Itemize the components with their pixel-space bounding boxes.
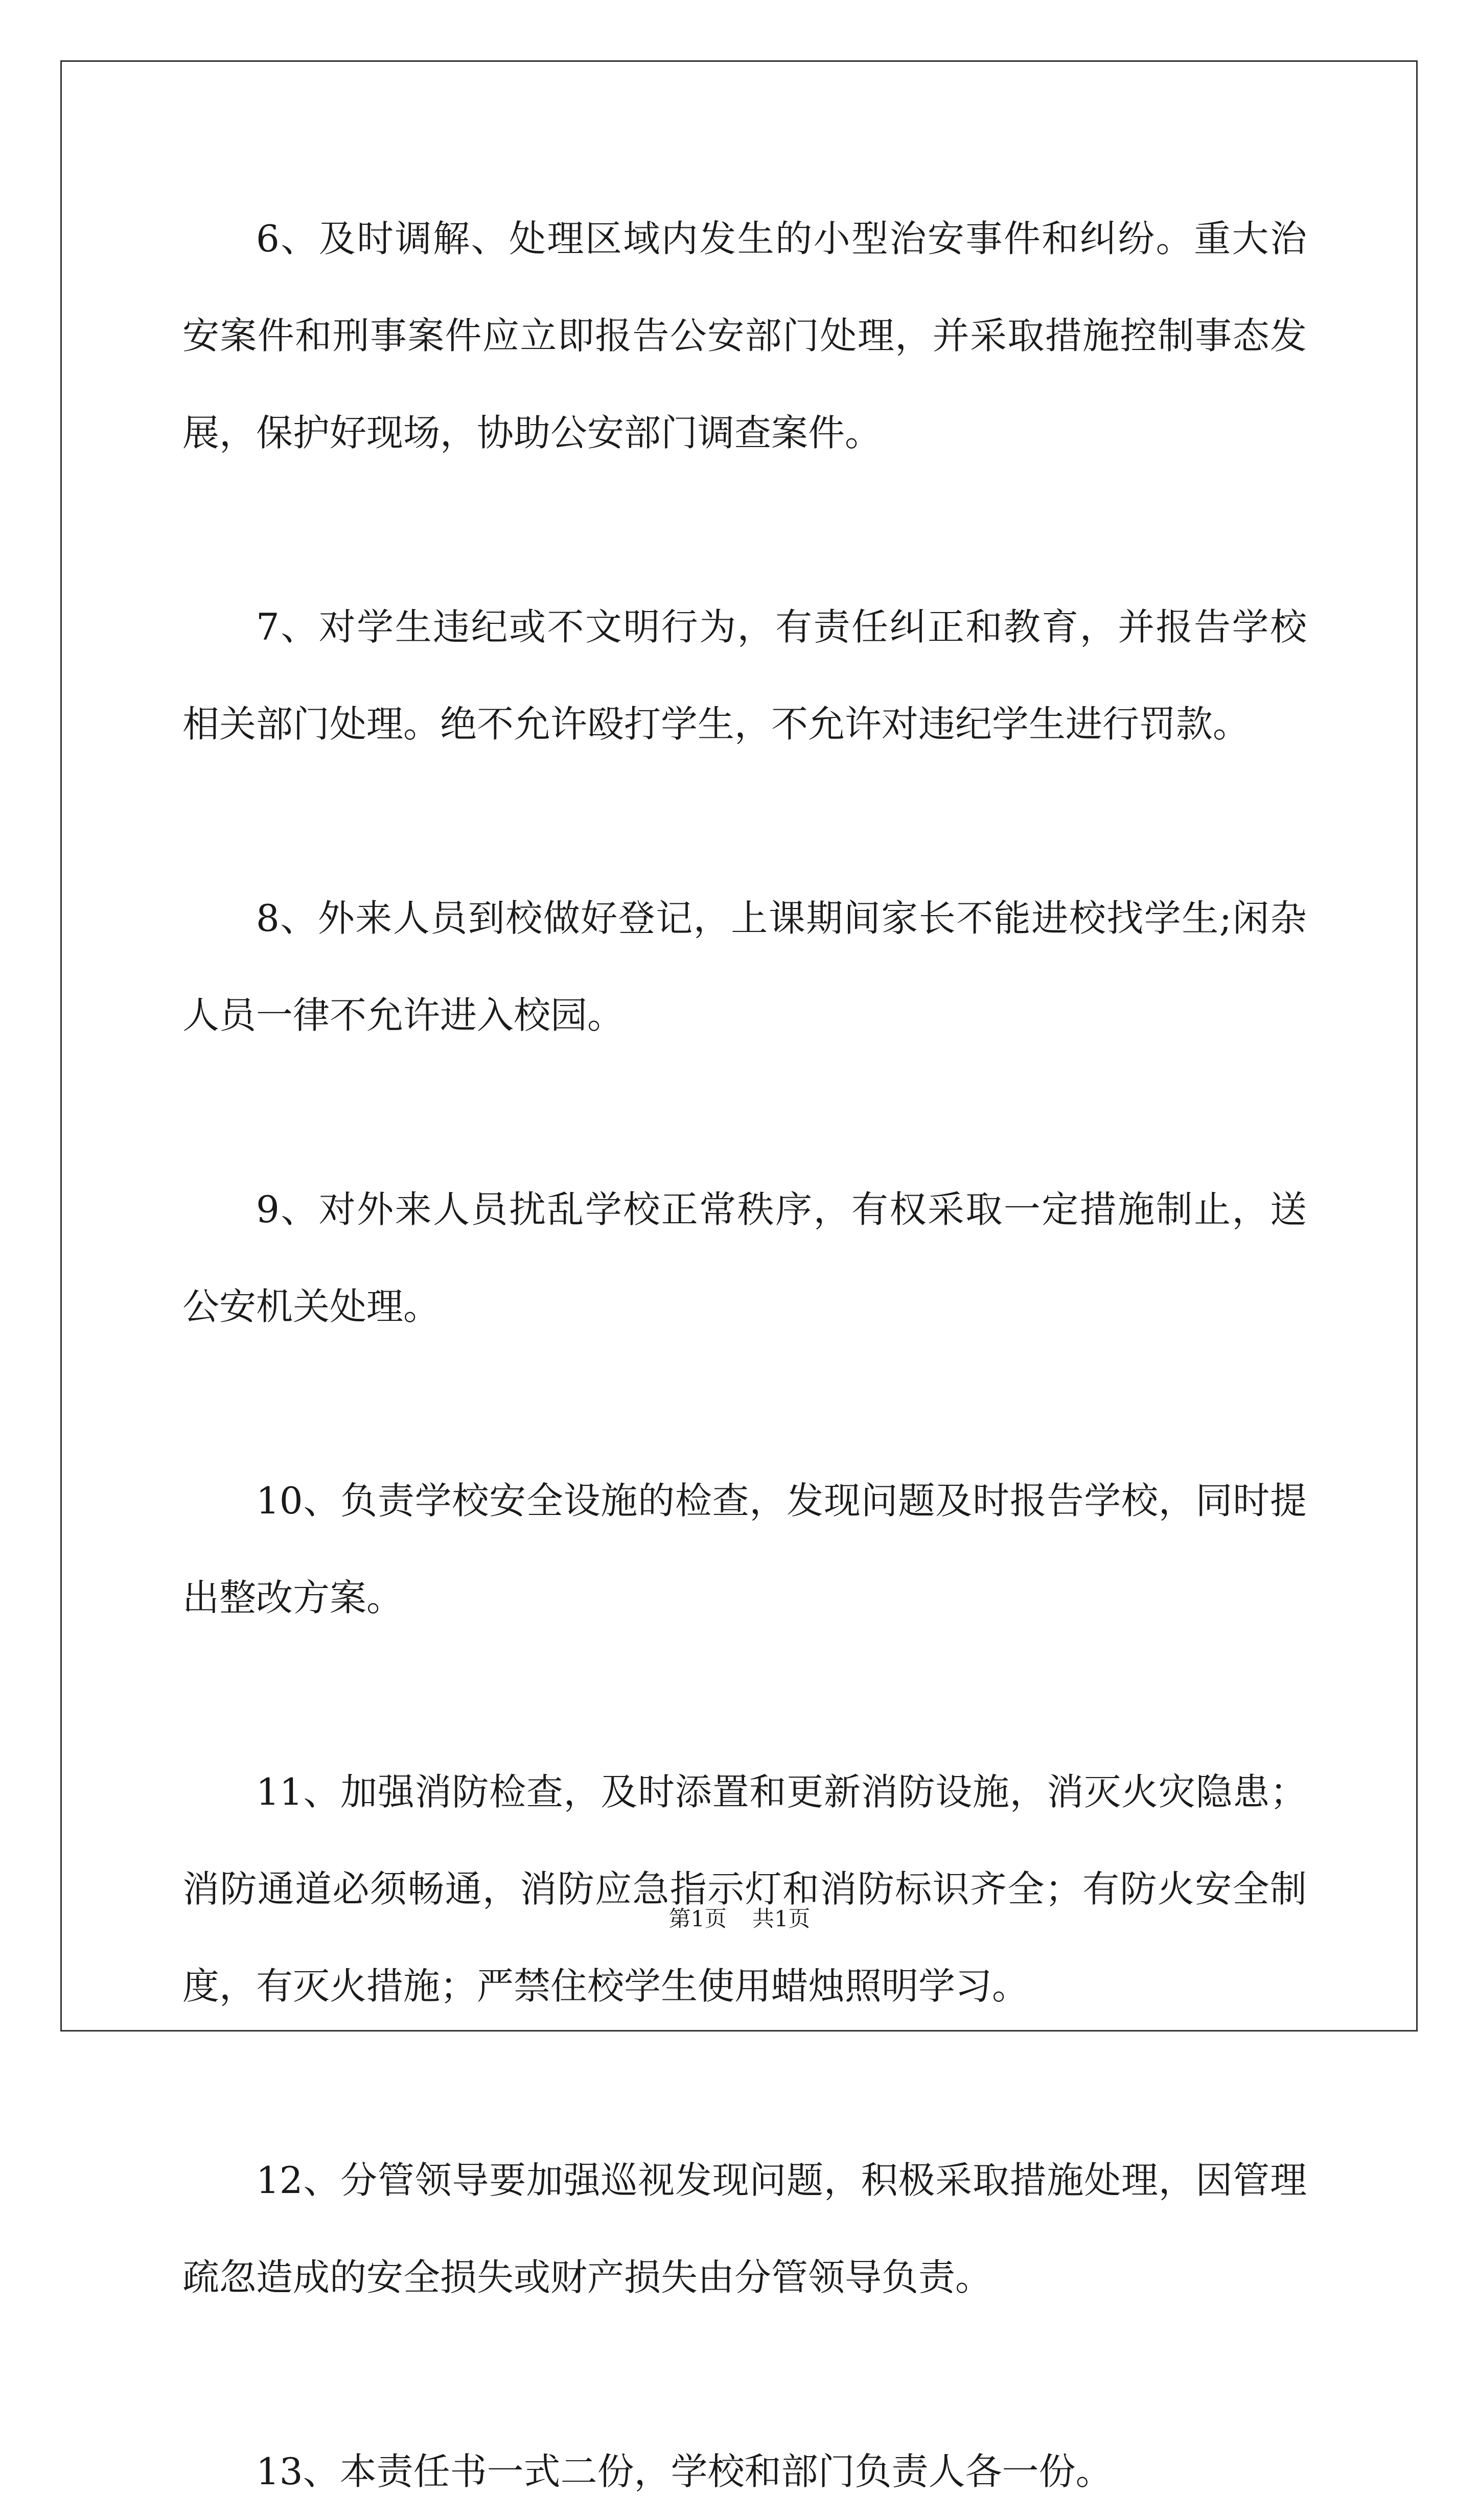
paragraph-13: 13、本责任书一式二份，学校和部门负责人各一份。 xyxy=(256,2450,1113,2493)
page-number-total: 共1页 xyxy=(752,1906,811,1932)
paragraph-6: 6、及时调解、处理区域内发生的小型治安事件和纠纷。重大治安案件和刑事案件应立即报告公安部门处理，并采取措施控制事态发展，保护好现场，协助公安部门调查案件。 xyxy=(182,217,1307,454)
paragraph-12: 12、分管领导要加强巡视发现问题，积极采取措施处理，因管理疏忽造成的安全损失或财产损失由分管领导负责。 xyxy=(182,2159,1307,2299)
paragraph-7: 7、对学生违纪或不文明行为，有责任纠正和教育，并报告学校相关部门处理。绝不允许殴打学生，不允许对违纪学生进行罚款。 xyxy=(182,605,1307,745)
page-footer xyxy=(0,1902,1479,1933)
paragraph-9: 9、对外来人员扰乱学校正常秩序，有权采取一定措施制止，送公安机关处理。 xyxy=(182,1188,1307,1328)
page-number-current: 第1页 xyxy=(668,1906,727,1932)
document-body xyxy=(182,190,1307,2520)
paragraph-10: 10、负责学校安全设施的检查，发现问题及时报告学校，同时提出整改方案。 xyxy=(182,1479,1307,1619)
paragraph-11: 11、加强消防检查，及时添置和更新消防设施，消灭火灾隐患；消防通道必须畅通，消防应急指示灯和消防标识齐全；有防火安全制度，有灭火措施；严禁住校学生使用蜡烛照明学习。 xyxy=(182,1770,1307,2008)
paragraph-8: 8、外来人员到校做好登记，上课期间家长不能进校找学生;闲杂人员一律不允许进入校园。 xyxy=(182,897,1307,1037)
